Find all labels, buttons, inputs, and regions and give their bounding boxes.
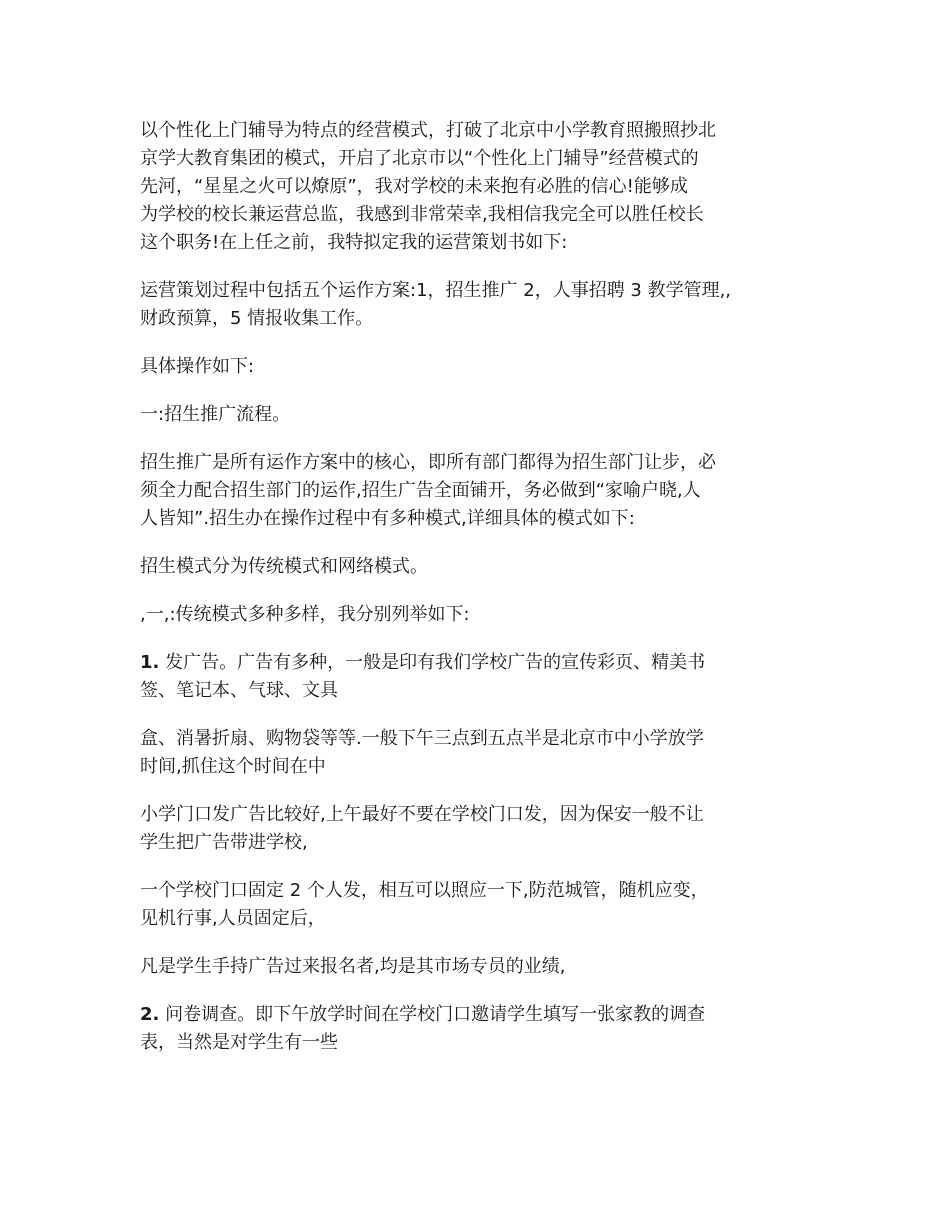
list-item-survey [140,1001,830,1057]
text-line: 小学门口发广告比较好,上午最好不要在学校门口发，因为保安一般不让 [140,804,704,825]
list-number: 1. [140,652,160,673]
paragraph-ad-timing [140,725,830,781]
text-line: 招生模式分为传统模式和网络模式。 [140,556,428,577]
text-line: 时间,抓住这个时间在中 [140,756,326,777]
text-line: 盒、消暑折扇、购物袋等等.一般下午三点到五点半是北京市中小学放学 [140,728,704,749]
text-line: 京学大教育集团的模式，开启了北京市以“个性化上门辅导”经营模式的 [140,148,699,169]
paragraph-operations-heading [140,353,830,381]
text-line: 发广告。广告有多种，一般是印有我们学校广告的宣传彩页、精美书 [159,652,706,673]
text-line: 招生推广是所有运作方案中的核心，即所有部门都得为招生部门让步，必 [140,452,716,473]
text-line: 运营策划过程中包括五个运作方案:1，招生推广 2，人事招聘 3 教学管理,, [140,280,732,301]
paragraph-intro [140,117,830,257]
text-line: 人皆知”.招生办在操作过程中有多种模式,详细具体的模式如下: [140,508,635,529]
text-line: 表，当然是对学生有一些 [140,1032,338,1053]
text-line: 以个性化上门辅导为特点的经营模式，打破了北京中小学教育照搬照抄北 [140,120,716,141]
text-line: 须全力配合招生部门的运作,招生广告全面铺开，务必做到“家喻户晓,人 [140,480,701,501]
text-line: 学生把广告带进学校, [140,832,308,853]
text-line: 凡是学生手持广告过来报名者,均是其市场专员的业绩, [140,956,566,977]
text-line: 一:招生推广流程。 [140,404,291,425]
section-heading-enrollment [140,401,830,429]
text-line: 财政预算，5 情报收集工作。 [140,308,374,329]
text-line: 这个职务!在上任之前，我特拟定我的运营策划书如下: [140,232,568,253]
list-item-advertising [140,649,830,705]
paragraph-ad-performance [140,953,830,981]
text-line: 为学校的校长兼运营总监，我感到非常荣幸,我相信我完全可以胜任校长 [140,204,704,225]
paragraph-ad-staffing [140,877,830,933]
text-line: 签、笔记本、气球、文具 [140,680,338,701]
text-line: 先河，“星星之火可以燎原”，我对学校的未来抱有必胜的信心!能够成 [140,176,688,197]
paragraph-enrollment-core [140,449,830,533]
document-body [140,117,830,1077]
paragraph-traditional-mode [140,601,830,629]
text-line: ,一,:传统模式多种多样，我分别列举如下: [140,604,470,625]
text-line: 具体操作如下: [140,356,255,377]
list-number: 2. [140,1004,160,1025]
text-line: 见机行事,人员固定后， [140,908,326,929]
text-line: 问卷调查。即下午放学时间在学校门口邀请学生填写一张家教的调查 [159,1004,706,1025]
text-line: 一个学校门口固定 2 个人发，相互可以照应一下,防范城管，随机应变， [140,880,709,901]
paragraph-enrollment-modes [140,553,830,581]
paragraph-plan-overview [140,277,830,333]
paragraph-ad-location [140,801,830,857]
